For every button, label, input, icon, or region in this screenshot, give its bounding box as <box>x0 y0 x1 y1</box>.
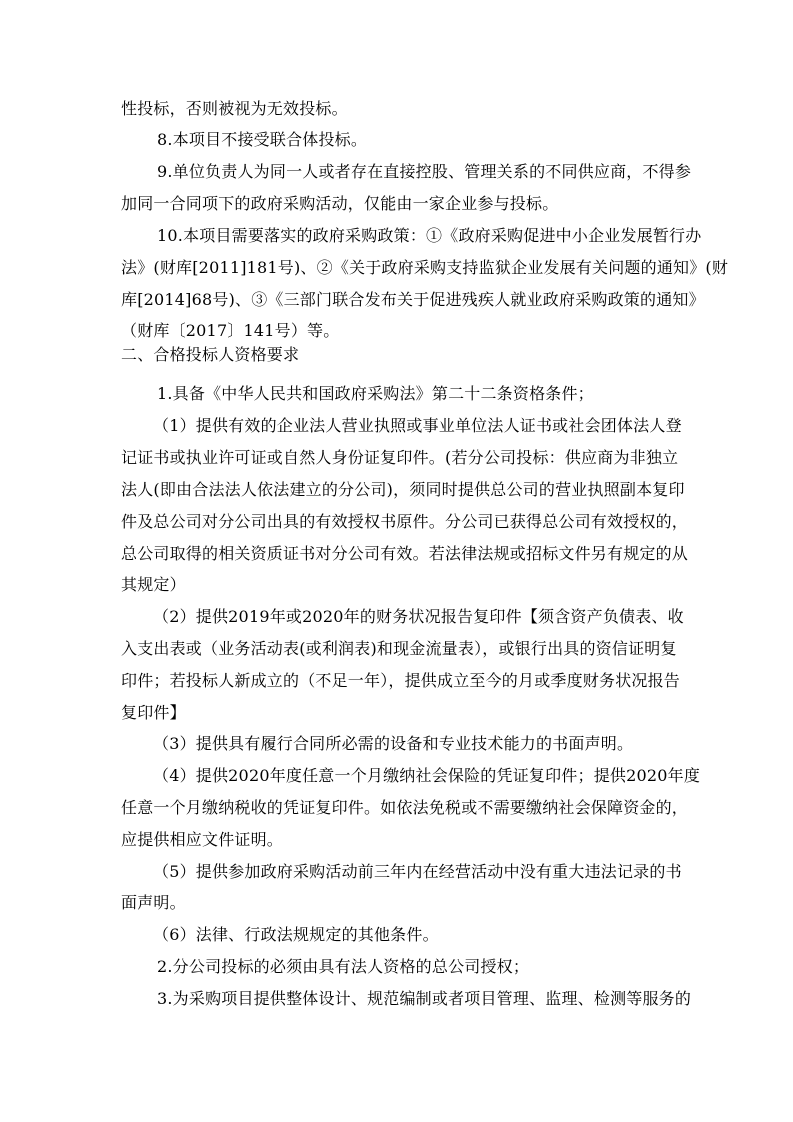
text-line: 任意一个月缴纳税收的凭证复印件。如依法免税或不需要缴纳社会保障资金的， <box>121 798 689 817</box>
text-line: 记证书或执业许可证或自然人身份证复印件。(若分公司投标：供应商为非独立 <box>121 448 679 467</box>
text-line: 其规定） <box>121 575 186 594</box>
text-line: 件及总公司对分公司出具的有效授权书原件。分公司已获得总公司有效授权的， <box>121 512 689 531</box>
text-line: 应提供相应文件证明。 <box>121 830 284 849</box>
text-line: 库[2014]68号)、③《三部门联合发布关于促进残疾人就业政府采购政策的通知》 <box>121 290 705 309</box>
text-line: 面声明。 <box>121 893 186 912</box>
text-line: （2）提供2019年或2020年的财务状况报告复印件【须含资产负债表、收 <box>153 607 684 626</box>
text-line: （5）提供参加政府采购活动前三年内在经营活动中没有重大违法记录的书 <box>153 862 682 881</box>
text-line: 印件；若投标人新成立的（不足一年），提供成立至今的月或季度财务状况报告 <box>121 671 681 690</box>
text-line: 法人(即由合法法人依法建立的分公司)，须同时提供总公司的营业执照副本复印 <box>121 480 685 499</box>
text-line: （3）提供具有履行合同所必需的设备和专业技术能力的书面声明。 <box>153 734 634 753</box>
section-heading: 二、合格投标人资格要求 <box>121 345 300 364</box>
text-line: 8.本项目不接受联合体投标。 <box>157 130 368 149</box>
text-line: 性投标，否则被视为无效投标。 <box>121 99 348 118</box>
text-line: 加同一合同项下的政府采购活动，仅能由一家企业参与投标。 <box>121 194 559 213</box>
text-line: 总公司取得的相关资质证书对分公司有效。若法律法规或招标文件另有规定的从 <box>121 544 689 563</box>
text-line: 法》(财库[2011]181号)、②《关于政府采购支持监狱企业发展有关问题的通知》(财 <box>121 258 729 277</box>
text-line: 3.为采购项目提供整体设计、规范编制或者项目管理、监理、检测等服务的 <box>157 989 692 1008</box>
text-line: 9.单位负责人为同一人或者存在直接控股、管理关系的不同供应商，不得参 <box>157 162 692 181</box>
text-line: 入支出表或（业务活动表(或利润表)和现金流量表），或银行出具的资信证明复 <box>121 639 677 658</box>
text-line: （财库〔2017〕141号）等。 <box>121 321 340 340</box>
text-line: （1）提供有效的企业法人营业执照或事业单位法人证书或社会团体法人登 <box>153 416 682 435</box>
text-line: 1.具备《中华人民共和国政府采购法》第二十二条资格条件； <box>157 384 594 403</box>
text-line: 复印件】 <box>121 703 186 722</box>
text-line: （4）提供2020年度任意一个月缴纳社会保险的凭证复印件；提供2020年度 <box>153 766 701 785</box>
text-line: 2.分公司投标的必须由具有法人资格的总公司授权； <box>157 957 530 976</box>
text-line: 10.本项目需要落实的政府采购政策：①《政府采购促进中小企业发展暂行办 <box>157 226 702 245</box>
text-line: （6）法律、行政法规规定的其他条件。 <box>153 925 439 944</box>
